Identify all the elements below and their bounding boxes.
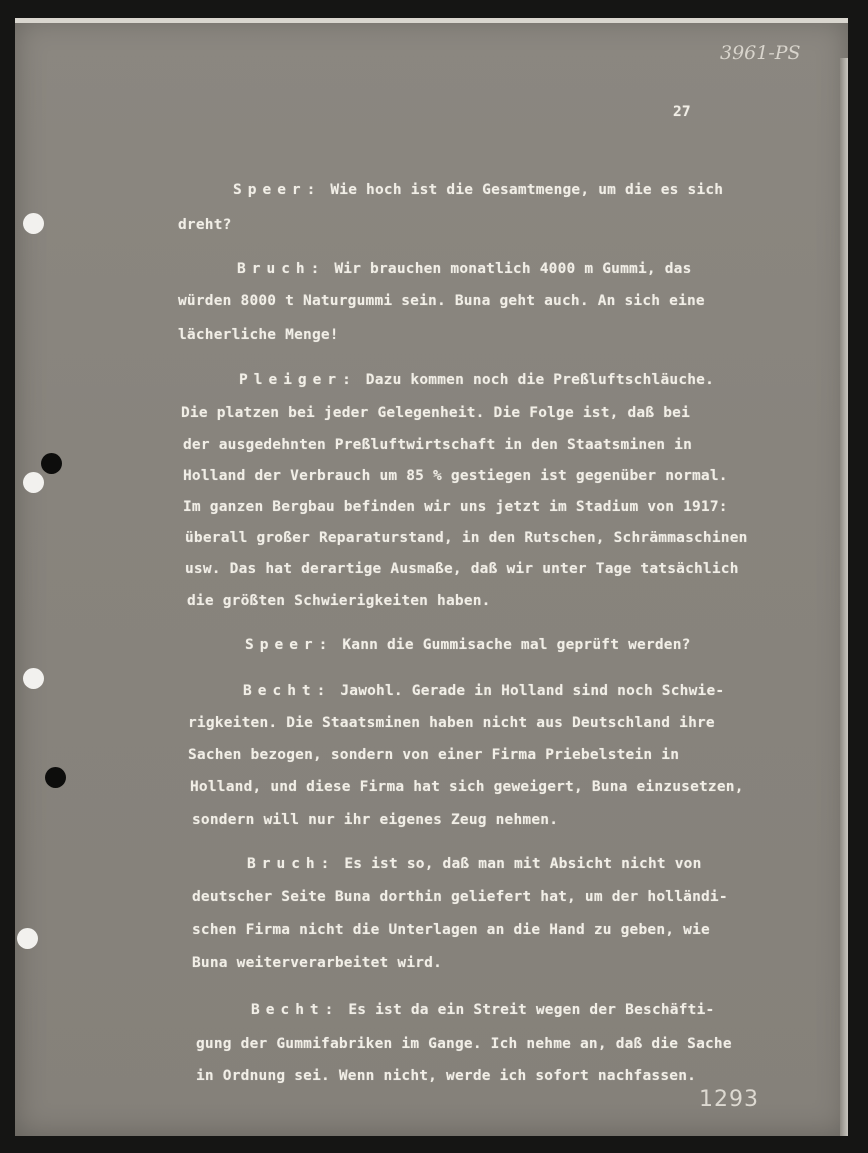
- text-line: überall großer Reparaturstand, in den Rutschen, Schrämmaschinen: [185, 530, 748, 546]
- text-line-speaker: [239, 372, 714, 388]
- line-text: Kann die Gummisache mal geprüft werden?: [342, 637, 691, 653]
- speaker-name: Becht:: [251, 1002, 340, 1018]
- document-page: [15, 18, 848, 1136]
- punch-hole: [45, 767, 66, 788]
- line-text: Es ist da ein Streit wegen der Beschäfti-: [348, 1002, 715, 1018]
- text-line: würden 8000 t Naturgummi sein. Buna geht auch. An sich eine: [178, 293, 705, 309]
- line-text: Jawohl. Gerade in Holland sind noch Schwie-: [340, 683, 725, 699]
- page-number: 27: [673, 104, 691, 120]
- line-text: Dazu kommen noch die Preßluftschläuche.: [365, 372, 715, 388]
- speaker-name: Becht:: [243, 683, 332, 699]
- text-line: Holland, und diese Firma hat sich geweigert, Buna einzusetzen,: [190, 779, 744, 795]
- punch-hole: [23, 472, 44, 493]
- text-line-speaker: [243, 683, 724, 699]
- text-line: Buna weiterverarbeitet wird.: [192, 955, 443, 971]
- text-line-speaker: [251, 1002, 714, 1018]
- text-line: die größten Schwierigkeiten haben.: [187, 593, 491, 609]
- paper-top-edge: [15, 18, 848, 23]
- text-line: Holland der Verbrauch um 85 % gestiegen ist gegenüber normal.: [183, 468, 728, 484]
- stamp-number: 1293: [699, 1087, 759, 1112]
- text-line-speaker: [245, 637, 691, 653]
- text-line: usw. Das hat derartige Ausmaße, daß wir unter Tage tatsächlich: [185, 561, 739, 577]
- text-line: schen Firma nicht die Unterlagen an die Hand zu geben, wie: [192, 922, 710, 938]
- text-line: lächerliche Menge!: [178, 327, 339, 343]
- text-line: sondern will nur ihr eigenes Zeug nehmen.: [192, 812, 559, 828]
- speaker-name: Pleiger:: [239, 372, 357, 388]
- text-line: deutscher Seite Buna dorthin geliefert hat, um der holländi-: [192, 889, 728, 905]
- speaker-name: Bruch:: [247, 856, 336, 872]
- text-line-speaker: [247, 856, 702, 872]
- text-line: Im ganzen Bergbau befinden wir uns jetzt im Stadium von 1917:: [183, 499, 728, 515]
- text-line: Die platzen bei jeder Gelegenheit. Die Folge ist, daß bei: [181, 405, 690, 421]
- text-line-speaker: [237, 261, 692, 277]
- line-text: Wie hoch ist die Gesamtmenge, um die es sich: [330, 182, 724, 198]
- punch-hole: [23, 213, 44, 234]
- speaker-name: Speer:: [245, 637, 334, 653]
- archive-number: 3961-PS: [720, 42, 801, 64]
- text-line-speaker: [233, 182, 723, 198]
- speaker-name: Speer:: [233, 182, 322, 198]
- text-line: in Ordnung sei. Wenn nicht, werde ich sofort nachfassen.: [196, 1068, 697, 1084]
- paper-right-edge: [840, 58, 848, 1136]
- punch-hole: [41, 453, 62, 474]
- text-line: rigkeiten. Die Staatsminen haben nicht aus Deutschland ihre: [188, 715, 715, 731]
- text-line: gung der Gummifabriken im Gange. Ich nehme an, daß die Sache: [196, 1036, 732, 1052]
- punch-hole: [23, 668, 44, 689]
- text-line: Sachen bezogen, sondern von einer Firma Priebelstein in: [188, 747, 680, 763]
- line-text: Wir brauchen monatlich 4000 m Gummi, das: [334, 261, 692, 277]
- text-line: dreht?: [178, 217, 232, 233]
- line-text: Es ist so, daß man mit Absicht nicht von: [344, 856, 702, 872]
- speaker-name: Bruch:: [237, 261, 326, 277]
- text-line: der ausgedehnten Preßluftwirtschaft in den Staatsminen in: [183, 437, 692, 453]
- punch-hole: [17, 928, 38, 949]
